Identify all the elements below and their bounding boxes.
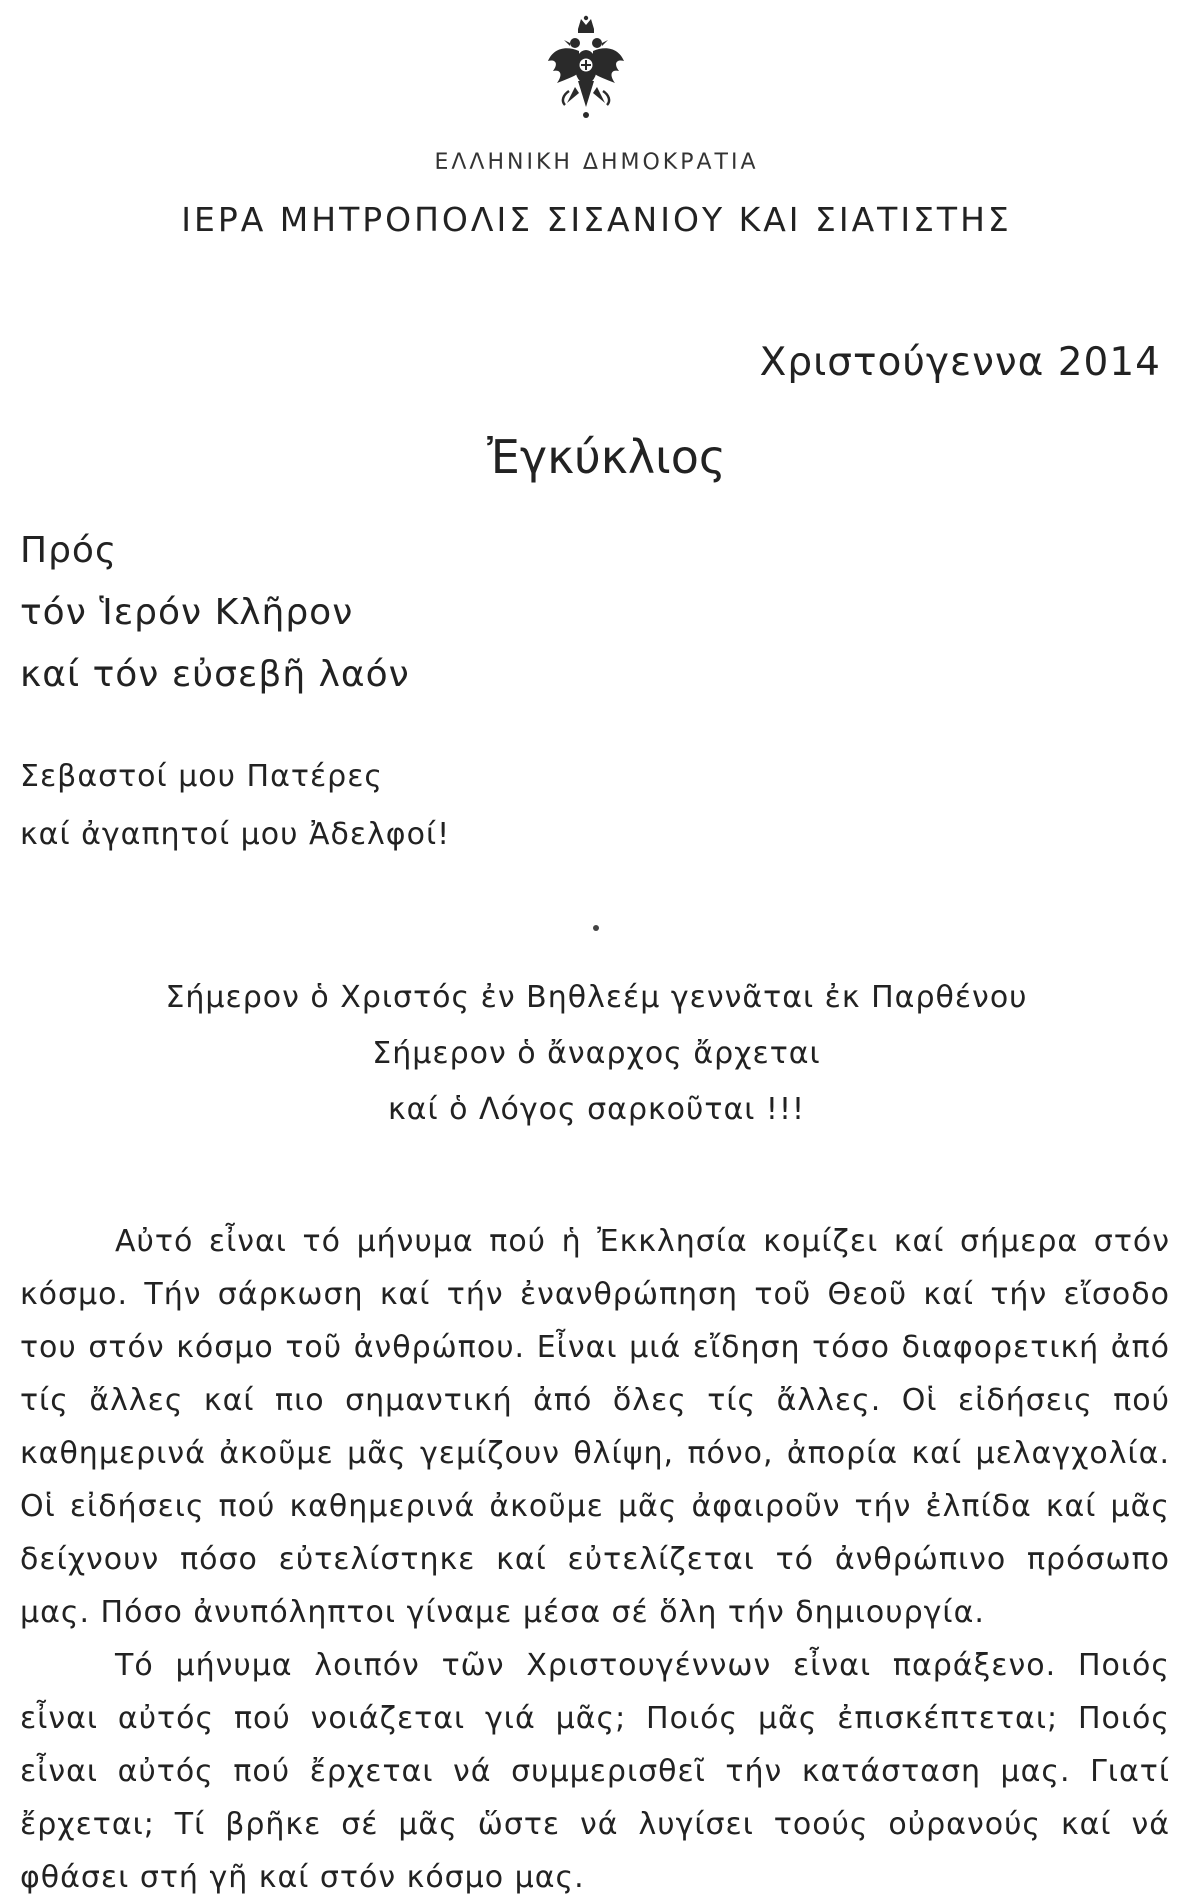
greeting-line: καί ἀγαπητοί μου Ἀδελφοί! bbox=[20, 817, 451, 852]
double-headed-eagle-emblem-icon bbox=[545, 15, 627, 123]
body-paragraph: Αὐτό εἶναι τό μήνυμα πού ἡ Ἐκκλησία κομίζει καί σήμερα στόν κόσμο. Τήν σάρκωση καί τήν ἐνανθρώπηση τοῦ Θεοῦ καί τήν εἴσοδο του στόν κόσμο τοῦ ἀνθρώπου. Εἶναι μιά εἴδηση τόσο διαφορετική ἀπό τίς ἄλλες καί πιο σημαντική ἀπό ὅλες τίς ἄλλες. Οἱ εἰδήσεις πού καθημερινά ἀκοῦμε μᾶς γεμίζουν θλίψη, πόνο, ἀπορία καί μελαγχολία. Οἱ εἰδήσεις πού καθημερινά ἀκοῦμε μᾶς ἀφαιροῦν τήν ἐλπίδα καί μᾶς δείχνουν πόσο εὐτελίστηκε καί εὐτελίζεται τό ἀνθρώπινο πρόσωπο μας. Πόσο ἀνυπόληπτοι γίναμε μέσα σέ ὅλη τήν δημιουργία. bbox=[20, 1224, 1170, 1630]
ink-dot bbox=[593, 925, 599, 931]
body-paragraph: Τό μήνυμα λοιπόν τῶν Χριστουγέννων εἶναι παράξενο. Ποιός εἶναι αὐτός πού νοιάζεται γιά μᾶς; Ποιός μᾶς ἐπισκέπτεται; Ποιός εἶναι αὐτός πού ἔρχεται νά συμμερισθεῖ τήν κατάσταση μας. Γιατί ἔρχεται; Τί βρῆκε σέ μᾶς ὥστε νά λυγίσει τοούς οὐρανούς καί νά φθάσει στή γῆ καί στόν κόσμο μας. bbox=[20, 1648, 1170, 1895]
hymn-line: Σήμερον ὁ Χριστός ἐν Βηθλεέμ γεννᾶται ἐκ Παρθένου bbox=[165, 980, 1028, 1015]
hymn-block bbox=[0, 970, 1193, 1138]
addressee-line: καί τόν εὐσεβῆ λαόν bbox=[20, 654, 410, 695]
addressee-line: Πρός bbox=[20, 530, 118, 571]
greeting-block bbox=[20, 748, 450, 864]
addressee-line: τόν Ἱερόν Κλῆρον bbox=[20, 592, 354, 633]
hymn-line: καί ὁ Λόγος σαρκοῦται !!! bbox=[388, 1092, 805, 1127]
greeting-line: Σεβαστοί μου Πατέρες bbox=[20, 759, 384, 794]
document-title: Ἐγκύκλιος bbox=[487, 430, 726, 484]
addressee-block bbox=[20, 520, 410, 706]
letter-date: Χριστούγεννα 2014 bbox=[759, 340, 1161, 385]
letter-body bbox=[20, 1215, 1170, 1904]
republic-heading: ΕΛΛΗΝΙΚΗ ΔΗΜΟΚΡΑΤΙΑ bbox=[434, 150, 759, 175]
metropolis-heading: ΙΕΡΑ ΜΗΤΡΟΠΟΛΙΣ ΣΙΣΑΝΙΟΥ ΚΑΙ ΣΙΑΤΙΣΤΗΣ bbox=[181, 200, 1012, 239]
hymn-line: Σήμερον ὁ ἄναρχος ἄρχεται bbox=[372, 1036, 821, 1071]
